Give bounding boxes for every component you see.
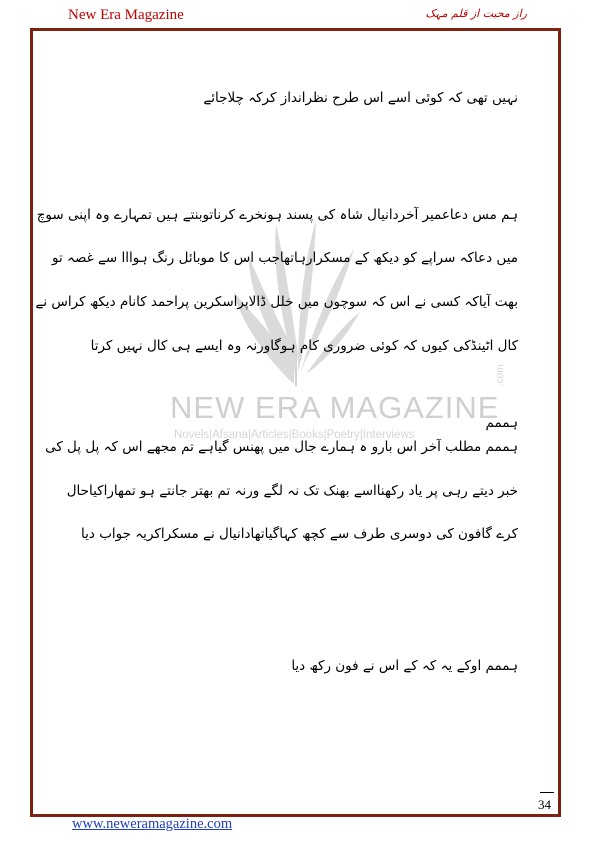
body-line-7: ہممم مطلب آخر اس بارو ہ ہمارے جال میں پھنس گیاہے تم مجھے اس کہ پل پل کی bbox=[45, 439, 518, 455]
body-line-6: ہممم bbox=[485, 415, 518, 431]
footer-website-link[interactable]: www.neweramagazine.com bbox=[72, 816, 233, 832]
body-line-8: خبر دیتے رہی پر یاد رکھنااسے بھنک تک نہ لگے ورنہ تم بھتر جانتے ہو تمھاراکیاحال bbox=[66, 483, 518, 499]
header-novel-title: راز محبت از قلم مہک bbox=[425, 7, 527, 20]
page-number-rule bbox=[540, 792, 554, 793]
header-magazine-name: New Era Magazine bbox=[68, 7, 184, 23]
body-line-1: نہیں تھی کہ کوئی اسے اس طرح نظرانداز کرکہ چلاجائے bbox=[203, 90, 518, 106]
watermark-subtitle: Novels|Afsana|Articles|Books|Poetry|Interviews bbox=[174, 429, 415, 441]
body-line-9: کرے گافون کی دوسری طرف سے کچھ کہاگیاتھادانیال نے مسکراکریہ جواب دیا bbox=[81, 526, 518, 542]
body-line-2: ہم مس دعاعمیر آخردانیال شاہ کی پسند ہونخرے کرناتوبنتے ہیں تمہارے وہ اپنی سوچ bbox=[36, 207, 518, 223]
body-line-5: کال اٹینڈکی کیوں کہ کوئی ضروری کام ہوگاورنہ وہ ایسے ہی کال نہیں کرتا bbox=[90, 338, 518, 354]
body-line-4: بھت آیاکہ کسی نے اس کہ سوچوں میں خلل ڈالاپراسکرین پراحمد کانام دیکھ کراس نے bbox=[35, 294, 518, 310]
watermark-domain-suffix: .com bbox=[495, 364, 506, 386]
watermark-title: NEW ERA MAGAZINE bbox=[170, 390, 500, 425]
body-line-3: میں دعاکہ سراپے کو دیکھ کے مسکرارہاتھاجب اس کا موبائل رنگ ہوااا سے غصہ تو bbox=[52, 250, 518, 266]
body-line-10: ہممم اوکے یہ کہ کے اس نے فون رکھ دیا bbox=[291, 658, 518, 674]
page-number: 34 bbox=[538, 797, 551, 812]
